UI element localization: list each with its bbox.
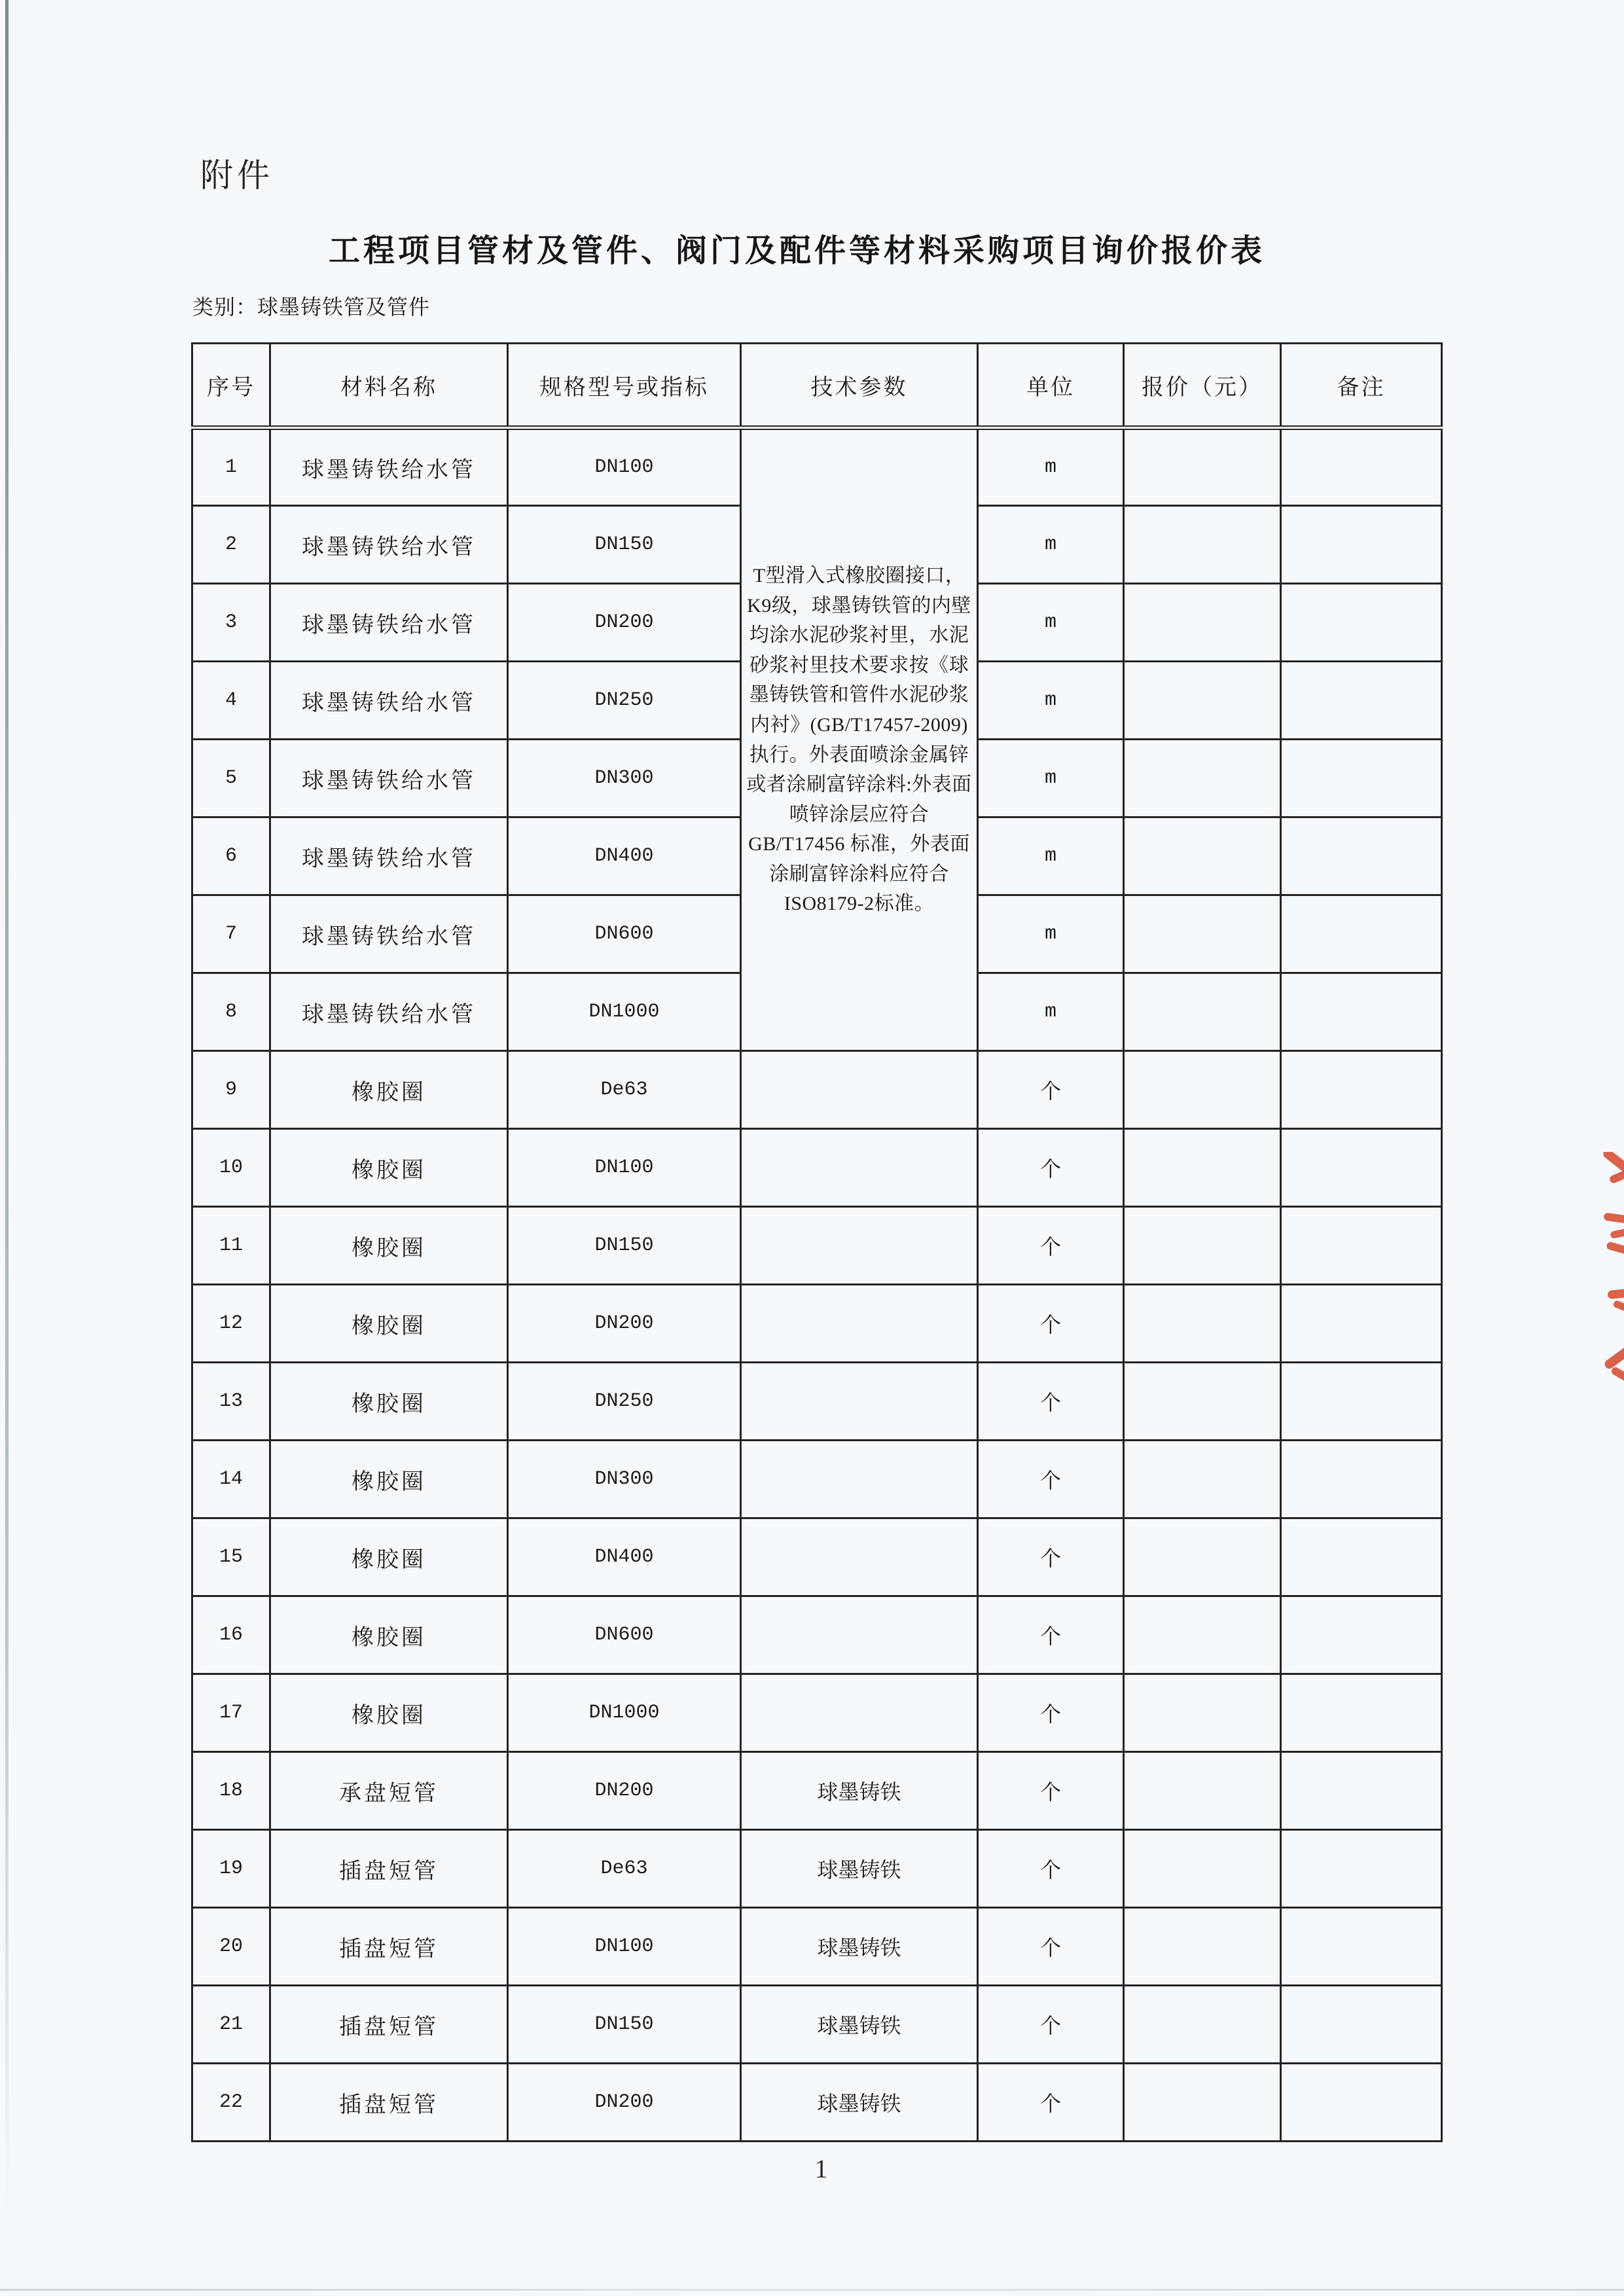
cell-unit: m bbox=[978, 428, 1124, 506]
cell-technical-parameters bbox=[741, 1518, 978, 1596]
cell-price bbox=[1124, 1596, 1281, 1674]
cell-material-name: 球墨铸铁给水管 bbox=[270, 428, 508, 506]
column-header: 规格型号或指标 bbox=[508, 344, 741, 428]
cell-spec-model: DN250 bbox=[508, 662, 741, 740]
table-row bbox=[192, 1285, 1442, 1363]
cell-serial-number: 22 bbox=[192, 2064, 270, 2142]
cell-price bbox=[1124, 1986, 1281, 2064]
cell-remark bbox=[1281, 1830, 1442, 1908]
quotation-table bbox=[191, 342, 1443, 2142]
cell-material-name: 球墨铸铁给水管 bbox=[270, 895, 508, 973]
cell-serial-number: 19 bbox=[192, 1830, 270, 1908]
cell-serial-number: 2 bbox=[192, 506, 270, 584]
cell-material-name: 橡胶圈 bbox=[270, 1207, 508, 1285]
cell-remark bbox=[1281, 1051, 1442, 1129]
cell-remark bbox=[1281, 1285, 1442, 1363]
cell-price bbox=[1124, 1051, 1281, 1129]
table-row bbox=[192, 2064, 1442, 2142]
column-header: 技术参数 bbox=[741, 344, 978, 428]
cell-spec-model: DN200 bbox=[508, 1285, 741, 1363]
column-header: 备注 bbox=[1281, 344, 1442, 428]
cell-price bbox=[1124, 1285, 1281, 1363]
cell-unit: m bbox=[978, 584, 1124, 662]
cell-spec-model: DN200 bbox=[508, 1752, 741, 1830]
cell-material-name: 橡胶圈 bbox=[270, 1129, 508, 1207]
cell-material-name: 球墨铸铁给水管 bbox=[270, 506, 508, 584]
cell-unit: 个 bbox=[978, 1674, 1124, 1752]
cell-spec-model: DN400 bbox=[508, 1518, 741, 1596]
cell-unit: 个 bbox=[978, 1908, 1124, 1986]
scan-edge-bottom-line bbox=[0, 2289, 1624, 2291]
cell-spec-model: DN200 bbox=[508, 2064, 741, 2142]
cell-price bbox=[1124, 428, 1281, 506]
cell-unit: 个 bbox=[978, 1129, 1124, 1207]
table-row bbox=[192, 1596, 1442, 1674]
category-label: 类别：球墨铸铁管及管件 bbox=[192, 295, 431, 319]
red-ink-stroke bbox=[1606, 1241, 1624, 1257]
cell-unit: m bbox=[978, 817, 1124, 895]
cell-price bbox=[1124, 740, 1281, 817]
red-ink-stroke bbox=[1603, 1343, 1624, 1371]
cell-material-name: 球墨铸铁给水管 bbox=[270, 662, 508, 740]
table-row bbox=[192, 428, 1442, 506]
scan-edge-left-line bbox=[5, 0, 9, 2265]
cell-technical-parameters: 球墨铸铁 bbox=[741, 1752, 978, 1830]
cell-remark bbox=[1281, 1908, 1442, 1986]
cell-spec-model: DN100 bbox=[508, 1908, 741, 1986]
cell-technical-parameters: 球墨铸铁 bbox=[741, 1908, 978, 1986]
cell-technical-parameters bbox=[741, 1363, 978, 1441]
cell-spec-model: DN100 bbox=[508, 428, 741, 506]
attachment-label: 附件 bbox=[200, 157, 274, 194]
table-row bbox=[192, 1908, 1442, 1986]
table-row bbox=[192, 1830, 1442, 1908]
cell-spec-model: DN150 bbox=[508, 506, 741, 584]
cell-unit: m bbox=[978, 973, 1124, 1051]
cell-serial-number: 7 bbox=[192, 895, 270, 973]
red-ink-stroke bbox=[1603, 1212, 1624, 1225]
cell-remark bbox=[1281, 740, 1442, 817]
table-row bbox=[192, 1518, 1442, 1596]
cell-price bbox=[1124, 506, 1281, 584]
cell-price bbox=[1124, 1441, 1281, 1518]
table-header-row bbox=[192, 344, 1442, 428]
cell-remark bbox=[1281, 662, 1442, 740]
cell-serial-number: 15 bbox=[192, 1518, 270, 1596]
cell-unit: 个 bbox=[978, 2064, 1124, 2142]
cell-spec-model: DN250 bbox=[508, 1363, 741, 1441]
cell-unit: 个 bbox=[978, 1207, 1124, 1285]
cell-unit: 个 bbox=[978, 1441, 1124, 1518]
cell-price bbox=[1124, 1674, 1281, 1752]
cell-remark bbox=[1281, 506, 1442, 584]
cell-technical-parameters bbox=[741, 1285, 978, 1363]
cell-technical-parameters bbox=[741, 1441, 978, 1518]
cell-serial-number: 17 bbox=[192, 1674, 270, 1752]
cell-price bbox=[1124, 817, 1281, 895]
cell-material-name: 球墨铸铁给水管 bbox=[270, 973, 508, 1051]
red-ink-stroke bbox=[1607, 1288, 1624, 1299]
cell-unit: 个 bbox=[978, 1051, 1124, 1129]
cell-remark bbox=[1281, 1596, 1442, 1674]
cell-unit: 个 bbox=[978, 1986, 1124, 2064]
column-header: 报价（元） bbox=[1124, 344, 1281, 428]
column-header: 单位 bbox=[978, 344, 1124, 428]
cell-spec-model: DN300 bbox=[508, 740, 741, 817]
cell-remark bbox=[1281, 1129, 1442, 1207]
cell-remark bbox=[1281, 1752, 1442, 1830]
cell-material-name: 插盘短管 bbox=[270, 1986, 508, 2064]
cell-unit: 个 bbox=[978, 1752, 1124, 1830]
cell-unit: 个 bbox=[978, 1285, 1124, 1363]
cell-serial-number: 6 bbox=[192, 817, 270, 895]
cell-remark bbox=[1281, 428, 1442, 506]
table-row bbox=[192, 1674, 1442, 1752]
cell-serial-number: 1 bbox=[192, 428, 270, 506]
cell-unit: m bbox=[978, 895, 1124, 973]
cell-technical-parameters: 球墨铸铁 bbox=[741, 2064, 978, 2142]
cell-unit: m bbox=[978, 740, 1124, 817]
cell-serial-number: 20 bbox=[192, 1908, 270, 1986]
cell-spec-model: DN600 bbox=[508, 895, 741, 973]
table-row bbox=[192, 1986, 1442, 2064]
table-row bbox=[192, 1363, 1442, 1441]
cell-spec-model: DN100 bbox=[508, 1129, 741, 1207]
table-row bbox=[192, 1441, 1442, 1518]
cell-serial-number: 11 bbox=[192, 1207, 270, 1285]
cell-technical-parameters bbox=[741, 1129, 978, 1207]
cell-serial-number: 8 bbox=[192, 973, 270, 1051]
cell-spec-model: DN1000 bbox=[508, 1674, 741, 1752]
cell-unit: m bbox=[978, 662, 1124, 740]
cell-serial-number: 13 bbox=[192, 1363, 270, 1441]
cell-price bbox=[1124, 1830, 1281, 1908]
cell-spec-model: DN1000 bbox=[508, 973, 741, 1051]
cell-unit: 个 bbox=[978, 1518, 1124, 1596]
cell-material-name: 橡胶圈 bbox=[270, 1674, 508, 1752]
cell-price bbox=[1124, 973, 1281, 1051]
cell-unit: m bbox=[978, 506, 1124, 584]
cell-technical-parameters bbox=[741, 1674, 978, 1752]
cell-price bbox=[1124, 1908, 1281, 1986]
cell-technical-parameters bbox=[741, 1051, 978, 1129]
cell-material-name: 橡胶圈 bbox=[270, 1051, 508, 1129]
cell-material-name: 插盘短管 bbox=[270, 2064, 508, 2142]
table-body bbox=[192, 428, 1442, 2142]
cell-technical-parameters: 球墨铸铁 bbox=[741, 1986, 978, 2064]
page-title: 工程项目管材及管件、阀门及配件等材料采购项目询价报价表 bbox=[328, 234, 1265, 268]
cell-remark bbox=[1281, 2064, 1442, 2142]
cell-technical-parameters: 球墨铸铁 bbox=[741, 1830, 978, 1908]
cell-remark bbox=[1281, 817, 1442, 895]
cell-material-name: 橡胶圈 bbox=[270, 1518, 508, 1596]
cell-unit: 个 bbox=[978, 1363, 1124, 1441]
cell-serial-number: 14 bbox=[192, 1441, 270, 1518]
table-row bbox=[192, 1051, 1442, 1129]
table-row bbox=[192, 1207, 1442, 1285]
cell-material-name: 球墨铸铁给水管 bbox=[270, 817, 508, 895]
cell-serial-number: 5 bbox=[192, 740, 270, 817]
cell-serial-number: 18 bbox=[192, 1752, 270, 1830]
cell-technical-parameters bbox=[741, 1207, 978, 1285]
cell-material-name: 橡胶圈 bbox=[270, 1363, 508, 1441]
cell-price bbox=[1124, 1129, 1281, 1207]
cell-material-name: 球墨铸铁给水管 bbox=[270, 740, 508, 817]
cell-spec-model: DN300 bbox=[508, 1441, 741, 1518]
cell-remark bbox=[1281, 1207, 1442, 1285]
cell-serial-number: 10 bbox=[192, 1129, 270, 1207]
cell-price bbox=[1124, 2064, 1281, 2142]
cell-material-name: 插盘短管 bbox=[270, 1908, 508, 1986]
cell-price bbox=[1124, 895, 1281, 973]
cell-technical-parameters-merged: T型滑入式橡胶圈接口，K9级，球墨铸铁管的内壁均涂水泥砂浆衬里，水泥砂浆衬里技术要求按《球墨铸铁管和管件水泥砂浆内衬》(GB/T17457-2009)执行。外表面喷涂金属锌或者涂刷富锌涂料:外表面喷锌涂层应符合GB/T17456 标准，外表面涂刷富锌涂料应符合ISO8179-2标准。 bbox=[741, 428, 978, 1051]
cell-spec-model: DN150 bbox=[508, 1986, 741, 2064]
cell-spec-model: De63 bbox=[508, 1830, 741, 1908]
cell-material-name: 插盘短管 bbox=[270, 1830, 508, 1908]
cell-spec-model: De63 bbox=[508, 1051, 741, 1129]
column-header: 材料名称 bbox=[270, 344, 508, 428]
column-header: 序号 bbox=[192, 344, 270, 428]
cell-price bbox=[1124, 1518, 1281, 1596]
cell-serial-number: 16 bbox=[192, 1596, 270, 1674]
table-row bbox=[192, 1752, 1442, 1830]
red-ink-marks bbox=[1597, 1152, 1624, 1427]
red-ink-stroke bbox=[1610, 1227, 1624, 1239]
red-ink-stroke bbox=[1610, 1366, 1624, 1386]
cell-remark bbox=[1281, 1363, 1442, 1441]
red-ink-stroke bbox=[1602, 1152, 1624, 1174]
cell-spec-model: DN600 bbox=[508, 1596, 741, 1674]
cell-serial-number: 3 bbox=[192, 584, 270, 662]
cell-remark bbox=[1281, 1674, 1442, 1752]
cell-serial-number: 21 bbox=[192, 1986, 270, 2064]
cell-price bbox=[1124, 584, 1281, 662]
cell-spec-model: DN200 bbox=[508, 584, 741, 662]
cell-technical-parameters bbox=[741, 1596, 978, 1674]
cell-price bbox=[1124, 662, 1281, 740]
cell-unit: 个 bbox=[978, 1596, 1124, 1674]
page-number: 1 bbox=[814, 2154, 828, 2183]
cell-unit: 个 bbox=[978, 1830, 1124, 1908]
cell-remark bbox=[1281, 1518, 1442, 1596]
cell-remark bbox=[1281, 1986, 1442, 2064]
cell-material-name: 橡胶圈 bbox=[270, 1441, 508, 1518]
cell-price bbox=[1124, 1363, 1281, 1441]
cell-material-name: 承盘短管 bbox=[270, 1752, 508, 1830]
cell-serial-number: 4 bbox=[192, 662, 270, 740]
cell-remark bbox=[1281, 584, 1442, 662]
cell-serial-number: 9 bbox=[192, 1051, 270, 1129]
cell-remark bbox=[1281, 1441, 1442, 1518]
cell-price bbox=[1124, 1752, 1281, 1830]
cell-spec-model: DN150 bbox=[508, 1207, 741, 1285]
cell-price bbox=[1124, 1207, 1281, 1285]
cell-material-name: 球墨铸铁给水管 bbox=[270, 584, 508, 662]
cell-remark bbox=[1281, 973, 1442, 1051]
cell-serial-number: 12 bbox=[192, 1285, 270, 1363]
cell-remark bbox=[1281, 895, 1442, 973]
red-ink-stroke bbox=[1612, 1300, 1624, 1316]
cell-material-name: 橡胶圈 bbox=[270, 1596, 508, 1674]
table-row bbox=[192, 1129, 1442, 1207]
cell-material-name: 橡胶圈 bbox=[270, 1285, 508, 1363]
cell-spec-model: DN400 bbox=[508, 817, 741, 895]
